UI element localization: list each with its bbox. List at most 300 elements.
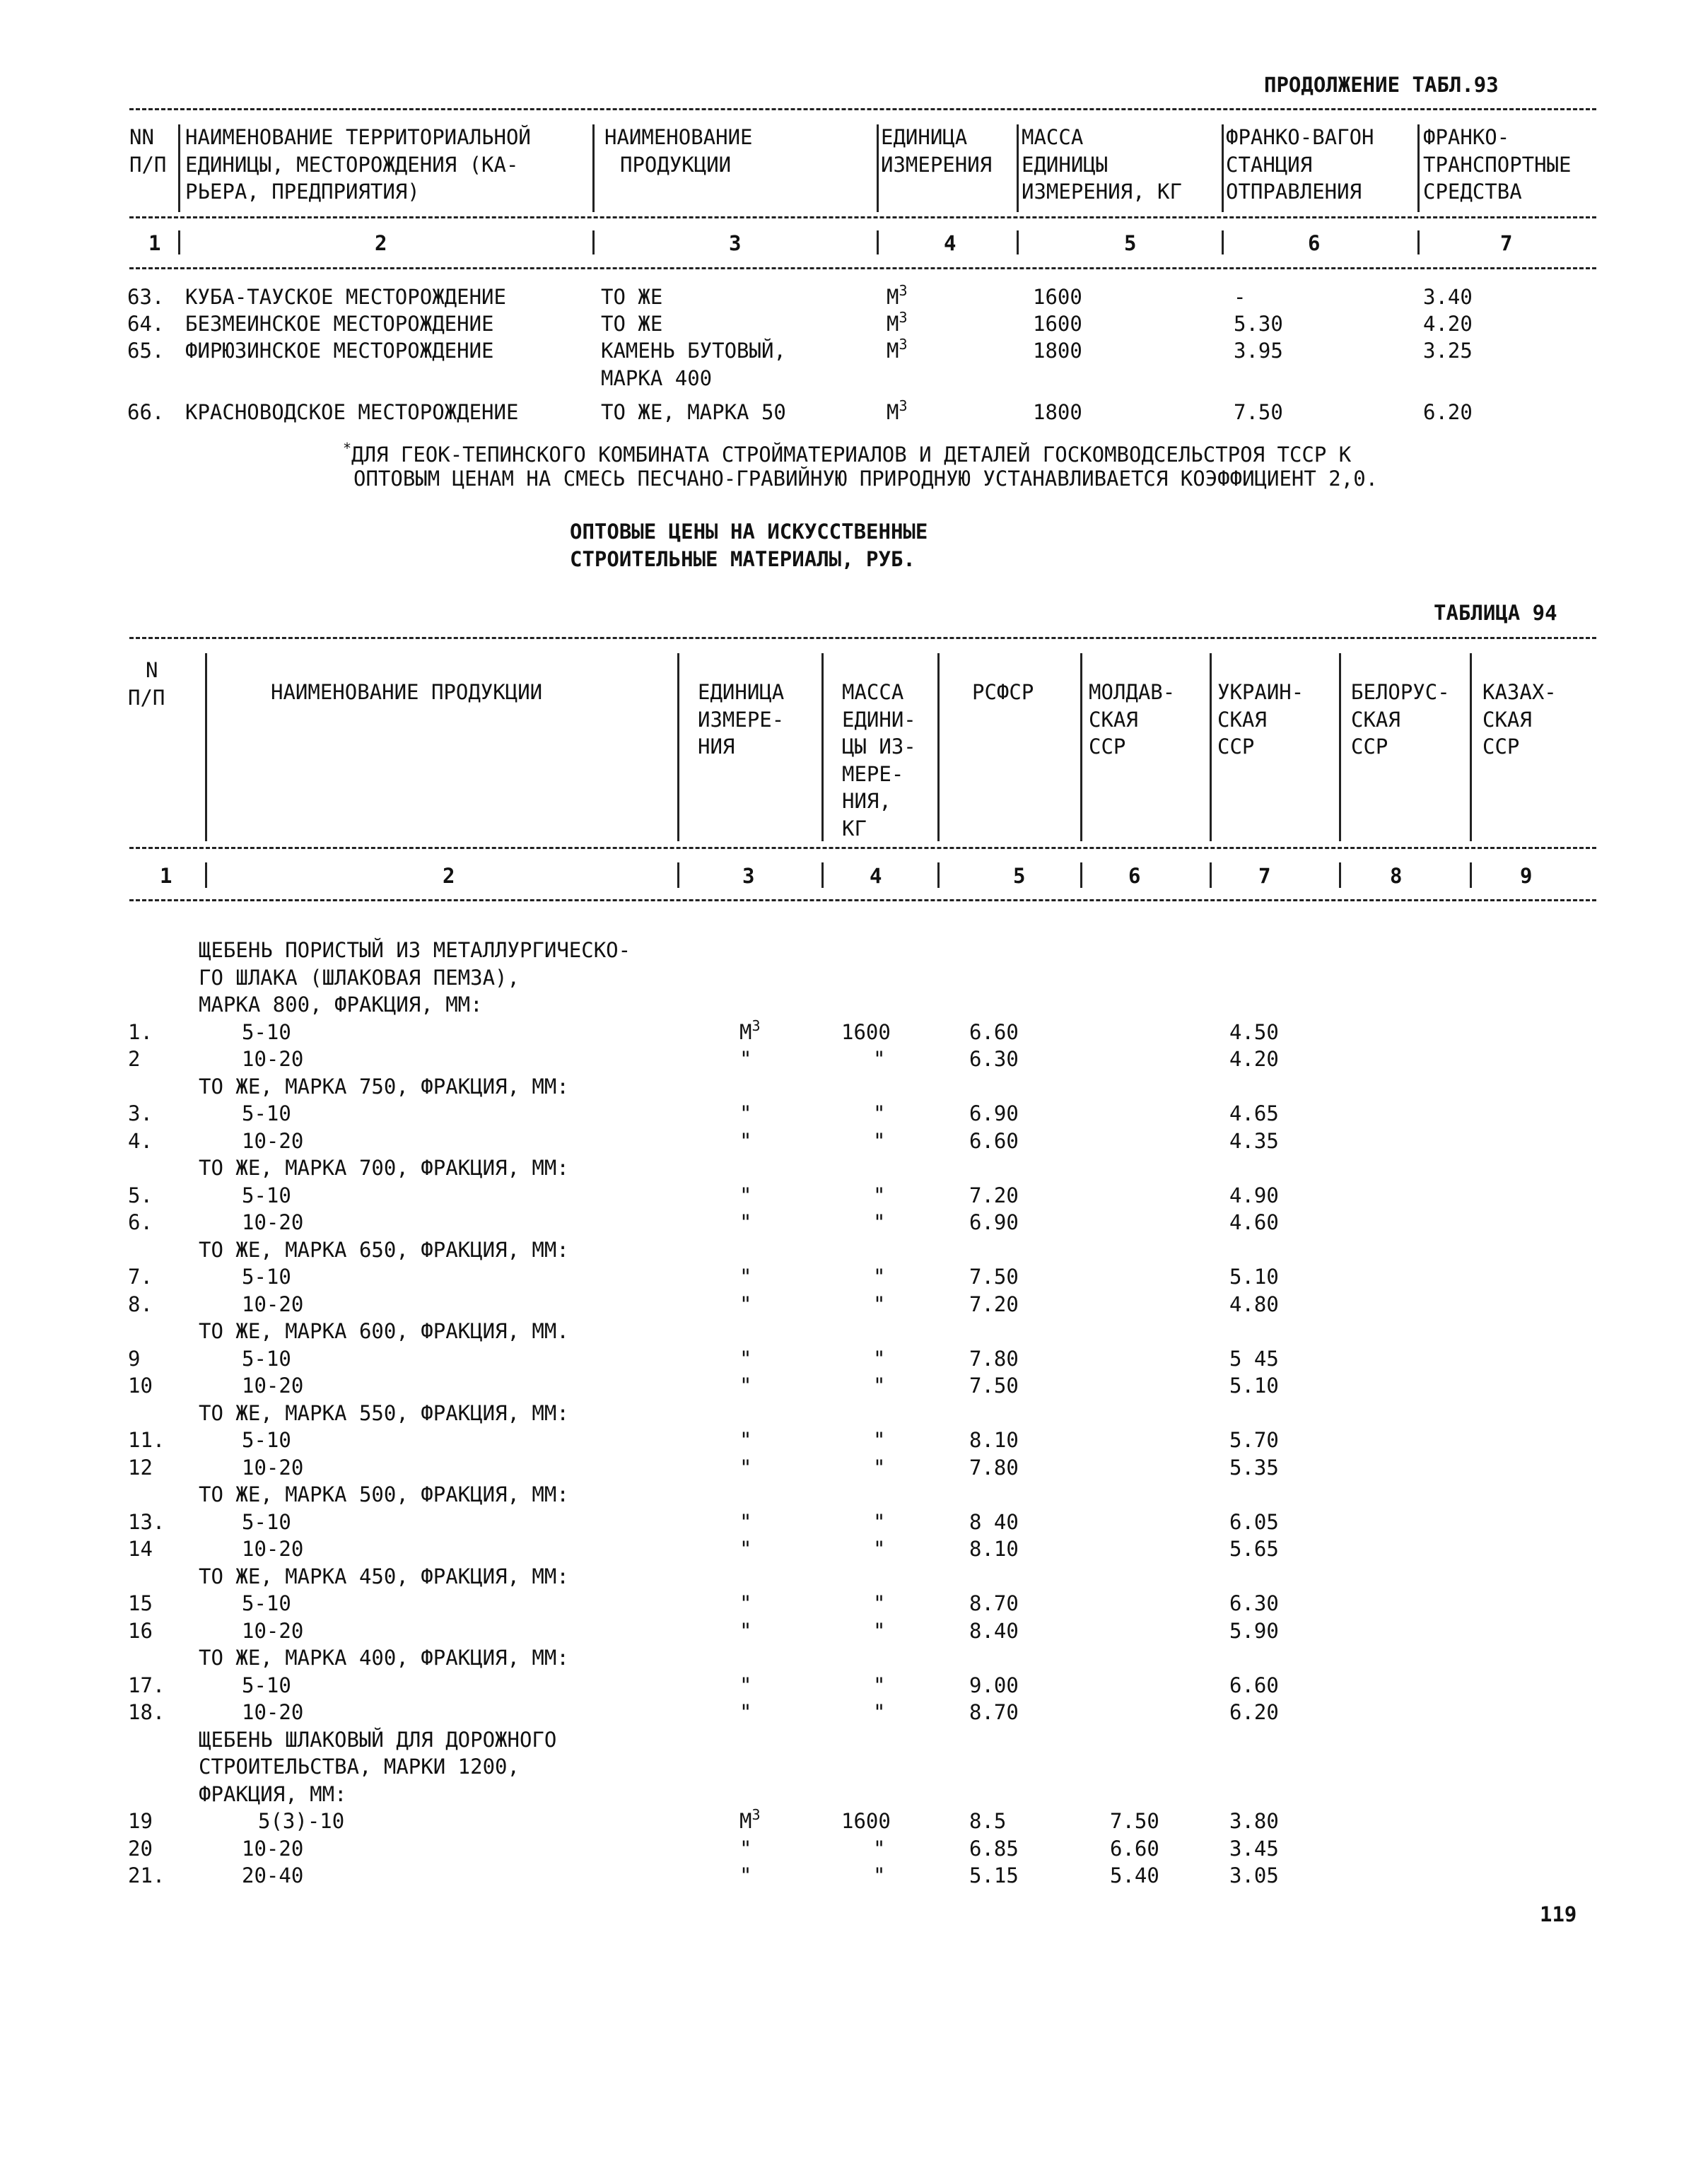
t93-colnum-2: 2	[375, 231, 387, 255]
t94-row-unit-text: "	[739, 1509, 752, 1534]
t94-row-fraction: 20-40	[242, 1863, 304, 1887]
t94-row-mass: "	[873, 1455, 886, 1480]
t94-colnum-1: 1	[160, 864, 172, 888]
t93-header-1-line-1: NN	[129, 125, 154, 149]
t93-row-unit-text: М	[887, 312, 899, 336]
t94-row-mass: "	[873, 1292, 886, 1316]
t94-row-mass: "	[873, 1428, 886, 1452]
t94-row-rsfsr: 8.10	[969, 1428, 1019, 1452]
t93-colnum-3: 3	[729, 231, 742, 255]
t94-row-mass: "	[873, 1265, 886, 1289]
footnote	[343, 441, 1351, 465]
t94-header-8-line-1: БЕЛОРУС-	[1351, 680, 1450, 704]
t93-header-separator	[1417, 124, 1420, 212]
t94-group-heading: МАРКА 800, ФРАКЦИЯ, ММ:	[199, 993, 483, 1017]
t94-colnum-separator	[205, 862, 207, 888]
t94-row-mass: 1600	[841, 1809, 891, 1833]
t94-header-1-line-1: N	[146, 658, 158, 682]
t94-row-ukraine: 5 45	[1229, 1346, 1279, 1371]
t93-header-3-line-1: НАИМЕНОВАНИЕ	[604, 125, 753, 149]
t93-colnum-separator	[592, 230, 595, 254]
t94-header-4-line-2: ЕДИНИ-	[842, 707, 916, 732]
t93-header-2-line-1: НАИМЕНОВАНИЕ ТЕРРИТОРИАЛЬНОЙ	[185, 125, 531, 149]
t93-header-5-line-1: МАССА	[1022, 125, 1084, 149]
t94-header-8-line-2: СКАЯ	[1351, 707, 1400, 732]
t94-group-heading: ГО ШЛАКА (ШЛАКОВАЯ ПЕМЗА),	[199, 965, 520, 990]
t94-row-unit-text: "	[739, 1128, 752, 1153]
t94-group-heading: ТО ЖЕ, МАРКА 600, ФРАКЦИЯ, ММ.	[199, 1319, 569, 1343]
t94-row-num: 15	[128, 1591, 153, 1615]
t93-header-3-line-2: ПРОДУКЦИИ	[620, 152, 732, 177]
t93-row-franco-transport: 3.40	[1423, 285, 1473, 309]
t94-colnum-separator	[821, 862, 824, 888]
t93-row-product: КАМЕНЬ БУТОВЫЙ,	[601, 339, 786, 363]
t94-row-unit	[739, 1618, 752, 1643]
t94-row-unit	[739, 1430, 751, 1451]
t94-header-5-line-1: РСФСР	[972, 680, 1034, 704]
t94-row-num: 20	[128, 1836, 153, 1861]
t94-row-num: 1.	[128, 1019, 153, 1044]
t93-row-franco-wagon: 7.50	[1234, 400, 1283, 424]
t94-row-fraction: 10-20	[242, 1292, 304, 1316]
t94-row-unit	[739, 1212, 751, 1233]
t93-row-mass: 1800	[1033, 400, 1082, 424]
continuation-title: ПРОДОЛЖЕНИЕ ТАБЛ.93	[1264, 73, 1499, 97]
t94-row-num: 21.	[128, 1863, 165, 1887]
t93-row-product: ТО ЖЕ, МАРКА 50	[601, 400, 786, 424]
t94-row-unit	[739, 1017, 761, 1044]
t94-row-ukraine: 3.45	[1229, 1836, 1279, 1861]
t93-row-product: ТО ЖЕ	[601, 285, 663, 309]
t94-row-rsfsr: 6.85	[969, 1836, 1019, 1861]
t93-row-franco-wagon: 5.30	[1234, 312, 1283, 336]
t93-colnum-6: 6	[1308, 231, 1321, 255]
t94-row-unit	[739, 1183, 752, 1207]
t94-colnum-separator	[1470, 862, 1472, 888]
t93-header-7-line-2: ТРАНСПОРТНЫЕ	[1423, 152, 1572, 177]
t94-colnum-7: 7	[1258, 864, 1271, 888]
t93-rule-header-bottom	[129, 216, 1596, 218]
t94-row-num: 7.	[128, 1265, 153, 1289]
t94-row-rsfsr: 6.90	[969, 1101, 1019, 1125]
t94-row-rsfsr: 6.60	[969, 1019, 1019, 1044]
t94-row-num: 9	[128, 1346, 141, 1371]
t94-row-fraction: 10-20	[242, 1047, 304, 1071]
t93-row-unit	[887, 336, 908, 363]
t94-row-unit	[739, 1675, 751, 1696]
t94-row-unit	[739, 1455, 752, 1480]
t94-row-fraction: 5-10	[242, 1265, 291, 1289]
t94-row-rsfsr: 7.20	[969, 1292, 1019, 1316]
t93-row-product: ТО ЖЕ	[601, 312, 663, 336]
t93-header-2-line-2: ЕДИНИЦЫ, МЕСТОРОЖДЕНИЯ (КА-	[185, 152, 519, 177]
t94-group-heading: ТО ЖЕ, МАРКА 500, ФРАКЦИЯ, ММ:	[199, 1482, 569, 1506]
t93-colnum-separator	[1417, 230, 1420, 254]
t93-row-franco-wagon: 3.95	[1234, 339, 1283, 363]
t94-row-num: 4.	[128, 1128, 153, 1153]
t94-row-unit-text: "	[739, 1673, 752, 1697]
t94-header-separator	[1470, 653, 1472, 841]
t94-row-fraction: 5-10	[242, 1673, 291, 1697]
t94-row-rsfsr: 9.00	[969, 1673, 1019, 1697]
t94-row-ukraine: 4.80	[1229, 1292, 1279, 1316]
t94-row-fraction: 5-10	[242, 1346, 291, 1371]
t94-header-2-line-1: НАИМЕНОВАНИЕ ПРОДУКЦИИ	[271, 680, 543, 704]
t94-colnum-4: 4	[870, 864, 882, 888]
t94-row-ukraine: 4.35	[1229, 1128, 1279, 1153]
t93-row-name: КУБА-ТАУСКОЕ МЕСТОРОЖДЕНИЕ	[185, 285, 506, 309]
t93-rule-top	[129, 108, 1596, 110]
t94-header-7-line-1: УКРАИН-	[1217, 680, 1304, 704]
t94-row-fraction: 10-20	[242, 1374, 304, 1398]
t94-colnum-separator	[1339, 862, 1341, 888]
t94-row-unit	[739, 1128, 752, 1153]
t94-row-rsfsr: 8.10	[969, 1537, 1019, 1561]
t94-row-num: 11.	[128, 1428, 165, 1452]
t93-row-franco-wagon: -	[1234, 285, 1246, 309]
t94-row-mass: "	[873, 1509, 886, 1534]
t94-header-separator	[1210, 653, 1212, 841]
t94-rule-colnum-bottom	[129, 899, 1596, 901]
t94-row-rsfsr: 8.5	[969, 1809, 1007, 1833]
t94-header-separator	[1339, 653, 1341, 841]
t94-row-unit-text: "	[739, 1374, 752, 1398]
t94-colnum-3: 3	[742, 864, 755, 888]
t94-row-fraction: 10-20	[242, 1210, 304, 1234]
t93-row-franco-transport: 4.20	[1423, 312, 1473, 336]
t94-row-rsfsr: 7.50	[969, 1265, 1019, 1289]
t94-row-mass: "	[873, 1047, 886, 1071]
t93-header-6-line-2: СТАНЦИЯ	[1226, 152, 1313, 177]
t94-header-7-line-2: СКАЯ	[1217, 707, 1267, 732]
t94-row-unit	[739, 1346, 752, 1371]
t94-row-fraction: 5-10	[242, 1019, 291, 1044]
t94-row-rsfsr: 5.15	[969, 1863, 1019, 1887]
table-94-label: ТАБЛИЦА 94	[1434, 601, 1557, 625]
t94-row-ukraine: 5.70	[1229, 1428, 1279, 1452]
footnote-line-2: ОПТОВЫМ ЦЕНАМ НА СМЕСЬ ПЕСЧАНО-ГРАВИЙНУЮ ПРИРОДНУЮ УСТАНАВЛИВАЕТСЯ КОЭФФИЦИЕНТ 2,0.	[353, 467, 1379, 491]
t94-row-ukraine: 3.80	[1229, 1809, 1279, 1833]
t93-row-unit-sup: 3	[899, 397, 908, 414]
t93-row-unit	[887, 282, 908, 309]
t94-row-rsfsr: 6.90	[969, 1210, 1019, 1234]
t94-row-rsfsr: 8.70	[969, 1591, 1019, 1615]
t94-row-num: 19	[128, 1809, 153, 1833]
t94-row-unit	[739, 1509, 752, 1534]
t94-rule-top	[129, 637, 1596, 639]
t94-row-num: 2	[128, 1047, 141, 1071]
t93-header-1-line-2: П/П	[129, 152, 167, 177]
t94-row-ukraine: 5.10	[1229, 1374, 1279, 1398]
t93-header-separator	[178, 124, 180, 212]
t94-header-6-line-3: ССР	[1089, 734, 1126, 759]
t94-row-unit	[739, 1101, 752, 1125]
t94-header-9-line-3: ССР	[1482, 734, 1520, 759]
t94-row-unit-text: М	[739, 1809, 752, 1833]
t93-colnum-separator	[178, 230, 180, 254]
t94-colnum-6: 6	[1128, 864, 1141, 888]
t93-header-7-line-3: СРЕДСТВА	[1423, 180, 1522, 204]
t94-header-6-line-2: СКАЯ	[1089, 707, 1138, 732]
t94-header-4-line-1: МАССА	[842, 680, 904, 704]
t93-row-name: КРАСНОВОДСКОЕ МЕСТОРОЖДЕНИЕ	[185, 400, 519, 424]
t94-row-num: 18.	[128, 1700, 165, 1724]
t94-group-heading: ТО ЖЕ, МАРКА 700, ФРАКЦИЯ, ММ:	[199, 1156, 569, 1180]
t94-row-unit-text: "	[739, 1047, 752, 1071]
t94-header-8-line-3: ССР	[1351, 734, 1388, 759]
t94-row-mass: 1600	[841, 1019, 891, 1044]
t93-row-product-line2: МАРКА 400	[601, 365, 713, 390]
t94-row-ukraine: 5.10	[1229, 1265, 1279, 1289]
t93-header-6-line-3: ОТПРАВЛЕНИЯ	[1226, 180, 1362, 204]
t94-row-fraction: 10-20	[242, 1836, 304, 1861]
t94-header-3-line-1: ЕДИНИЦА	[698, 680, 785, 704]
t94-colnum-separator	[1210, 862, 1212, 888]
t94-row-num: 13.	[128, 1509, 165, 1534]
t93-colnum-5: 5	[1124, 231, 1137, 255]
t94-row-mass: "	[873, 1346, 886, 1371]
t93-colnum-separator	[877, 230, 879, 254]
t94-row-mass: "	[873, 1537, 886, 1561]
t94-group-heading: ЩЕБЕНЬ ШЛАКОВЫЙ ДЛЯ ДОРОЖНОГО	[199, 1727, 557, 1752]
t94-row-unit-text: "	[739, 1292, 752, 1316]
t93-row-name: БЕЗМЕИНСКОЕ МЕСТОРОЖДЕНИЕ	[185, 312, 494, 336]
t94-row-unit	[739, 1049, 751, 1070]
t94-row-ukraine: 6.20	[1229, 1700, 1279, 1724]
t93-header-separator	[592, 124, 595, 212]
t94-row-mass: "	[873, 1183, 886, 1207]
t94-row-ukraine: 4.50	[1229, 1019, 1279, 1044]
t94-row-moldavia: 6.60	[1110, 1836, 1159, 1861]
t94-header-6-line-1: МОЛДАВ-	[1089, 680, 1176, 704]
t93-colnum-1: 1	[148, 231, 161, 255]
t94-row-mass: "	[873, 1618, 886, 1643]
t94-header-4-line-3: ЦЫ ИЗ-	[842, 734, 916, 759]
t93-row-unit	[887, 397, 908, 424]
t94-row-num: 17.	[128, 1673, 165, 1697]
t94-row-unit	[739, 1376, 751, 1396]
t93-colnum-separator	[1017, 230, 1019, 254]
t94-group-heading: ТО ЖЕ, МАРКА 550, ФРАКЦИЯ, ММ:	[199, 1400, 569, 1425]
t94-row-unit-text: "	[739, 1537, 752, 1561]
t94-header-separator	[1080, 653, 1082, 841]
t94-colnum-separator	[677, 862, 679, 888]
t94-row-ukraine: 5.35	[1229, 1455, 1279, 1480]
t94-group-heading: ТО ЖЕ, МАРКА 650, ФРАКЦИЯ, ММ:	[199, 1237, 569, 1262]
t93-rule-colnum-bottom	[129, 267, 1596, 269]
t93-header-4-line-1: ЕДИНИЦА	[881, 125, 968, 149]
t94-row-ukraine: 4.20	[1229, 1047, 1279, 1071]
t94-row-num: 12	[128, 1455, 153, 1480]
t93-header-5-line-3: ИЗМЕРЕНИЯ, КГ	[1022, 180, 1182, 204]
t94-row-rsfsr: 8.70	[969, 1700, 1019, 1724]
t93-colnum-7: 7	[1500, 231, 1513, 255]
t94-header-3-line-2: ИЗМЕРЕ-	[698, 707, 785, 732]
t94-colnum-2: 2	[443, 864, 455, 888]
t94-row-unit-text: "	[739, 1618, 752, 1643]
t94-group-heading: ФРАКЦИЯ, ММ:	[199, 1781, 347, 1806]
t94-row-ukraine: 5.90	[1229, 1618, 1279, 1643]
t93-header-4-line-2: ИЗМЕРЕНИЯ	[881, 152, 993, 177]
t93-row-num: 66.	[127, 400, 165, 424]
t93-colnum-separator	[1222, 230, 1224, 254]
t94-row-fraction: 10-20	[242, 1618, 304, 1643]
t94-row-ukraine: 6.30	[1229, 1591, 1279, 1615]
t94-colnum-9: 9	[1520, 864, 1533, 888]
t94-row-ukraine: 3.05	[1229, 1863, 1279, 1887]
t93-row-num: 63.	[127, 285, 165, 309]
t94-row-unit-text: "	[739, 1863, 752, 1887]
t94-row-unit-text: М	[739, 1019, 752, 1044]
t93-header-2-line-3: РЬЕРА, ПРЕДПРИЯТИЯ)	[185, 180, 420, 204]
t94-row-rsfsr: 7.20	[969, 1183, 1019, 1207]
t93-colnum-4: 4	[944, 231, 957, 255]
t94-header-3-line-3: НИЯ	[698, 734, 735, 759]
t94-row-unit	[739, 1702, 751, 1723]
t93-row-name: ФИРЮЗИНСКОЕ МЕСТОРОЖДЕНИЕ	[185, 339, 494, 363]
t94-row-rsfsr: 8.40	[969, 1618, 1019, 1643]
t93-row-franco-transport: 6.20	[1423, 400, 1473, 424]
t94-group-heading: ТО ЖЕ, МАРКА 450, ФРАКЦИЯ, ММ:	[199, 1564, 569, 1588]
t93-row-mass: 1800	[1033, 339, 1082, 363]
t94-row-rsfsr: 7.80	[969, 1346, 1019, 1371]
t94-row-fraction: 5-10	[242, 1509, 291, 1534]
t94-row-unit	[739, 1593, 751, 1614]
t93-row-unit-sup: 3	[899, 336, 908, 353]
t94-row-num: 10	[128, 1374, 153, 1398]
t93-row-unit-sup: 3	[899, 309, 908, 326]
t94-group-heading: СТРОИТЕЛЬСТВА, МАРКИ 1200,	[199, 1755, 520, 1779]
t94-header-9-line-2: СКАЯ	[1482, 707, 1532, 732]
t94-row-fraction: 10-20	[242, 1700, 304, 1724]
t94-row-mass: "	[873, 1374, 886, 1398]
t94-row-mass: "	[873, 1673, 886, 1697]
t94-row-rsfsr: 8 40	[969, 1509, 1019, 1534]
t93-header-separator	[1222, 124, 1224, 212]
t94-row-mass: "	[873, 1210, 886, 1234]
t94-row-unit-text: "	[739, 1455, 752, 1480]
t94-row-fraction: 5-10	[242, 1101, 291, 1125]
t94-header-4-line-5: НИЯ,	[842, 789, 891, 813]
t93-header-6-line-1: ФРАНКО-ВАГОН	[1226, 125, 1374, 149]
t94-row-unit-sup: 3	[751, 1806, 761, 1823]
t94-row-mass: "	[873, 1591, 886, 1615]
t94-row-unit	[739, 1806, 761, 1833]
t94-row-fraction: 10-20	[242, 1128, 304, 1153]
t93-row-num: 65.	[127, 339, 165, 363]
page-number: 119	[1540, 1902, 1577, 1926]
t94-header-1-line-2: П/П	[128, 685, 165, 710]
section-title-line-1: ОПТОВЫЕ ЦЕНЫ НА ИСКУССТВЕННЫЕ	[570, 520, 928, 544]
t94-row-unit-text: "	[739, 1346, 752, 1371]
section-title-line-2: СТРОИТЕЛЬНЫЕ МАТЕРИАЛЫ, РУБ.	[570, 547, 916, 571]
t94-row-unit	[739, 1539, 751, 1559]
t94-row-unit-text: "	[739, 1210, 752, 1234]
t94-row-mass: "	[873, 1863, 886, 1887]
t93-row-unit	[887, 309, 908, 336]
t94-colnum-5: 5	[1013, 864, 1026, 888]
footnote-line-1: ДЛЯ ГЕОК-ТЕПИНСКОГО КОМБИНАТА СТРОЙМАТЕРИАЛОВ И ДЕТАЛЕЙ ГОСКОМВОДСЕЛЬСТРОЯ ТССР К	[351, 443, 1352, 467]
t94-row-rsfsr: 6.30	[969, 1047, 1019, 1071]
t94-row-unit-text: "	[739, 1265, 752, 1289]
t94-header-9-line-1: КАЗАХ-	[1482, 680, 1557, 704]
t94-row-moldavia: 7.50	[1110, 1809, 1159, 1833]
t93-header-separator	[1017, 124, 1019, 212]
t94-row-rsfsr: 6.60	[969, 1128, 1019, 1153]
t94-header-separator	[205, 653, 207, 841]
t94-row-unit-sup: 3	[751, 1017, 761, 1034]
t94-row-mass: "	[873, 1700, 886, 1724]
t94-row-mass: "	[873, 1128, 886, 1153]
t94-row-ukraine: 4.60	[1229, 1210, 1279, 1234]
t94-row-num: 6.	[128, 1210, 153, 1234]
t94-row-num: 3.	[128, 1101, 153, 1125]
t94-header-separator	[937, 653, 940, 841]
t94-row-num: 14	[128, 1537, 153, 1561]
t94-row-unit	[739, 1836, 752, 1861]
t94-row-unit	[739, 1294, 751, 1315]
t94-row-unit	[739, 1863, 752, 1887]
t94-row-fraction: 5-10	[242, 1183, 291, 1207]
t94-row-unit-text: "	[739, 1700, 752, 1724]
t94-row-num: 16	[128, 1618, 153, 1643]
t93-row-unit-text: М	[887, 285, 899, 309]
t94-row-fraction: 5(3)-10	[258, 1809, 345, 1833]
t94-row-ukraine: 5.65	[1229, 1537, 1279, 1561]
t94-row-num: 8.	[128, 1292, 153, 1316]
t93-row-unit-text: М	[887, 339, 899, 363]
t94-colnum-separator	[937, 862, 940, 888]
t94-rule-header-bottom	[129, 847, 1596, 849]
t94-colnum-8: 8	[1390, 864, 1403, 888]
t93-header-7-line-1: ФРАНКО-	[1423, 125, 1510, 149]
t93-row-mass: 1600	[1033, 285, 1082, 309]
footnote-mark: *	[343, 440, 352, 457]
t94-row-ukraine: 4.90	[1229, 1183, 1279, 1207]
t94-colnum-separator	[1080, 862, 1082, 888]
t94-row-rsfsr: 7.50	[969, 1374, 1019, 1398]
t94-group-heading: ЩЕБЕНЬ ПОРИСТЫЙ ИЗ МЕТАЛЛУРГИЧЕСКО-	[199, 938, 631, 962]
t93-header-5-line-2: ЕДИНИЦЫ	[1022, 152, 1109, 177]
t94-row-ukraine: 6.60	[1229, 1673, 1279, 1697]
t94-row-fraction: 10-20	[242, 1537, 304, 1561]
t94-row-unit-text: "	[739, 1836, 752, 1861]
t94-row-unit-text: "	[739, 1101, 752, 1125]
t94-header-separator	[677, 653, 679, 841]
t94-header-4-line-6: КГ	[842, 816, 867, 841]
t94-row-rsfsr: 7.80	[969, 1455, 1019, 1480]
t93-row-unit-text: М	[887, 400, 899, 424]
t94-row-mass: "	[873, 1101, 886, 1125]
t94-row-fraction: 5-10	[242, 1428, 291, 1452]
t94-row-mass: "	[873, 1836, 886, 1861]
t94-row-moldavia: 5.40	[1110, 1863, 1159, 1887]
t93-row-franco-transport: 3.25	[1423, 339, 1473, 363]
t93-row-unit-sup: 3	[899, 282, 908, 299]
t93-row-num: 64.	[127, 312, 165, 336]
t94-row-unit-text: "	[739, 1428, 752, 1452]
t94-header-4-line-4: МЕРЕ-	[842, 761, 904, 786]
t94-row-ukraine: 4.65	[1229, 1101, 1279, 1125]
t94-row-unit-text: "	[739, 1591, 752, 1615]
t94-header-separator	[821, 653, 824, 841]
t94-row-ukraine: 6.05	[1229, 1509, 1279, 1534]
t94-row-unit-text: "	[739, 1183, 752, 1207]
t94-row-unit	[739, 1267, 751, 1287]
t93-row-mass: 1600	[1033, 312, 1082, 336]
t93-header-separator	[877, 124, 879, 212]
t94-row-fraction: 5-10	[242, 1591, 291, 1615]
